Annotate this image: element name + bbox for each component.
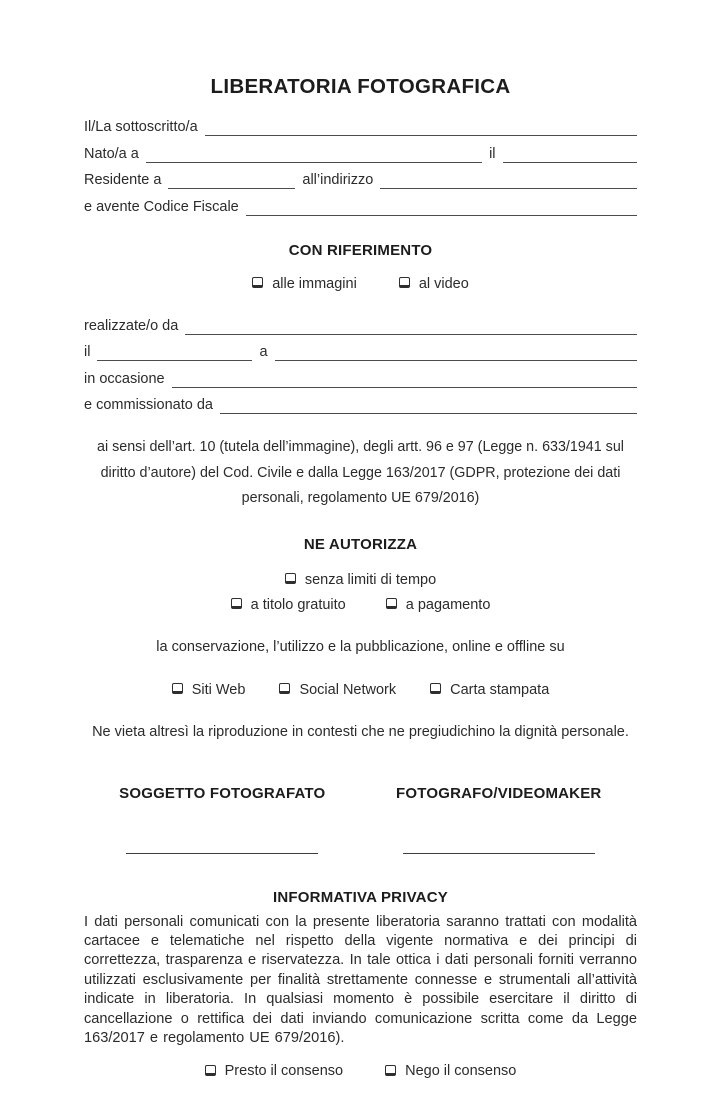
checkbox-siti-web-label: Siti Web	[191, 681, 246, 698]
realizzate-field[interactable]	[185, 320, 637, 335]
row-commissionato	[84, 397, 637, 414]
checkbox-al-video[interactable]	[399, 276, 469, 292]
sottoscritto-label: Il/La sottoscritto/a	[84, 119, 198, 135]
compenso-checkbox-row	[84, 597, 637, 613]
checkbox-icon	[399, 277, 410, 288]
checkbox-icon	[231, 598, 242, 609]
checkbox-icon	[386, 598, 397, 609]
checkbox-icon	[279, 683, 290, 694]
checkbox-al-video-label: al video	[418, 275, 469, 292]
tempo-checkbox-row	[84, 572, 637, 588]
nato-il-field[interactable]	[503, 148, 637, 163]
codice-fiscale-field[interactable]	[246, 201, 637, 216]
indirizzo-field[interactable]	[380, 174, 637, 189]
checkbox-nego-consenso-label: Nego il consenso	[405, 1063, 517, 1080]
residente-field[interactable]	[168, 174, 295, 189]
row-occasione	[84, 371, 637, 388]
row-realizzate	[84, 318, 637, 335]
subscriber-section	[84, 119, 637, 216]
privacy-body-text: I dati personali comunicati con la presente liberatoria saranno trattati con modalità cartacee e telematiche nel rispetto della vigente normativa e dei principi di correttezza, trasparenza e riservatezza. In tale ottica i dati personali forniti verranno utilizzati esclusivamente per finalità strettamente connesse e strumentali all’attività indicate in liberatoria. In qualsiasi momento è possibile esercitare il diritto di cancellazione o rettifica dei dati inviando comunicazione scritta come da Legge 163/2017 e regolamento UE 679/2016).	[84, 913, 637, 1046]
checkbox-senza-limiti[interactable]	[285, 572, 436, 588]
checkbox-icon	[385, 1065, 396, 1076]
checkbox-icon	[285, 573, 296, 584]
riferimento-checkbox-row	[84, 276, 637, 292]
checkbox-carta-stampata[interactable]	[430, 682, 549, 698]
autorizza-heading: NE AUTORIZZA	[303, 535, 418, 553]
checkbox-icon	[430, 683, 441, 694]
checkbox-alle-immagini[interactable]	[252, 276, 357, 292]
dignity-text: Ne vieta altresì la riproduzione in contesti che ne pregiudichino la dignità personale.	[92, 723, 629, 740]
signature-col-left	[84, 785, 361, 854]
row-nato	[84, 146, 637, 163]
residente-label: Residente a	[84, 172, 162, 188]
checkbox-icon	[252, 277, 263, 288]
il-label: il	[84, 344, 91, 360]
commissionato-label: e commissionato da	[84, 397, 213, 413]
checkbox-social-network-label: Social Network	[299, 681, 397, 698]
checkbox-carta-stampata-label: Carta stampata	[450, 681, 550, 698]
occasione-label: in occasione	[84, 370, 165, 387]
codice-fiscale-label: e avente Codice Fiscale	[84, 198, 239, 215]
occasione-field[interactable]	[172, 373, 637, 388]
checkbox-titolo-gratuito[interactable]	[231, 597, 346, 613]
indirizzo-label: all’indirizzo	[302, 172, 374, 188]
riferimento-fields	[84, 318, 637, 415]
nato-il-label: il	[489, 145, 496, 162]
checkbox-senza-limiti-label: senza limiti di tempo	[304, 571, 437, 588]
fotografo-videomaker-heading: FOTOGRAFO/VIDEOMAKER	[396, 784, 602, 802]
checkbox-titolo-gratuito-label: a titolo gratuito	[250, 596, 346, 613]
a-label: a	[259, 344, 268, 360]
row-codice-fiscale	[84, 199, 637, 216]
checkbox-social-network[interactable]	[279, 682, 396, 698]
fotografo-signature-field[interactable]	[403, 802, 595, 854]
row-sottoscritto	[84, 119, 637, 136]
checkbox-alle-immagini-label: alle immagini	[272, 275, 357, 292]
checkbox-a-pagamento[interactable]	[386, 597, 491, 613]
checkbox-icon	[205, 1065, 216, 1076]
soggetto-fotografato-heading: SOGGETTO FOTOGRAFATO	[119, 784, 326, 802]
privacy-heading: INFORMATIVA PRIVACY	[273, 888, 448, 906]
riferimento-heading: CON RIFERIMENTO	[288, 241, 433, 259]
row-il-a	[84, 344, 637, 361]
realizzate-label: realizzate/o da	[84, 317, 179, 334]
sottoscritto-field[interactable]	[205, 121, 637, 136]
commissionato-field[interactable]	[220, 399, 637, 414]
checkbox-nego-consenso[interactable]	[385, 1063, 516, 1079]
nato-label: Nato/a a	[84, 145, 139, 162]
checkbox-presto-consenso-label: Presto il consenso	[224, 1063, 344, 1080]
soggetto-signature-field[interactable]	[126, 802, 318, 854]
signatures-section	[84, 785, 637, 854]
nato-field[interactable]	[146, 148, 482, 163]
checkbox-presto-consenso[interactable]	[205, 1063, 343, 1079]
il-field[interactable]	[97, 346, 252, 361]
media-checkbox-row	[84, 682, 637, 698]
a-field[interactable]	[275, 346, 637, 361]
page-title: LIBERATORIA FOTOGRAFICA	[210, 75, 511, 98]
row-residente	[84, 172, 637, 189]
checkbox-siti-web[interactable]	[172, 682, 246, 698]
checkbox-a-pagamento-label: a pagamento	[405, 596, 491, 613]
uses-text: la conservazione, l’utilizzo e la pubblicazione, online e offline su	[156, 638, 565, 655]
consenso-checkbox-row	[84, 1063, 637, 1079]
checkbox-icon	[172, 683, 183, 694]
legal-reference-text: ai sensi dell’art. 10 (tutela dell’immagine), degli artt. 96 e 97 (Legge n. 633/1941 sul diritto d’autore) del Cod. Civile e dalla Legge 163/2017 (GDPR, protezione dei dati personali, regolamento UE 679/2016)	[97, 439, 624, 506]
signature-col-right	[361, 785, 638, 854]
